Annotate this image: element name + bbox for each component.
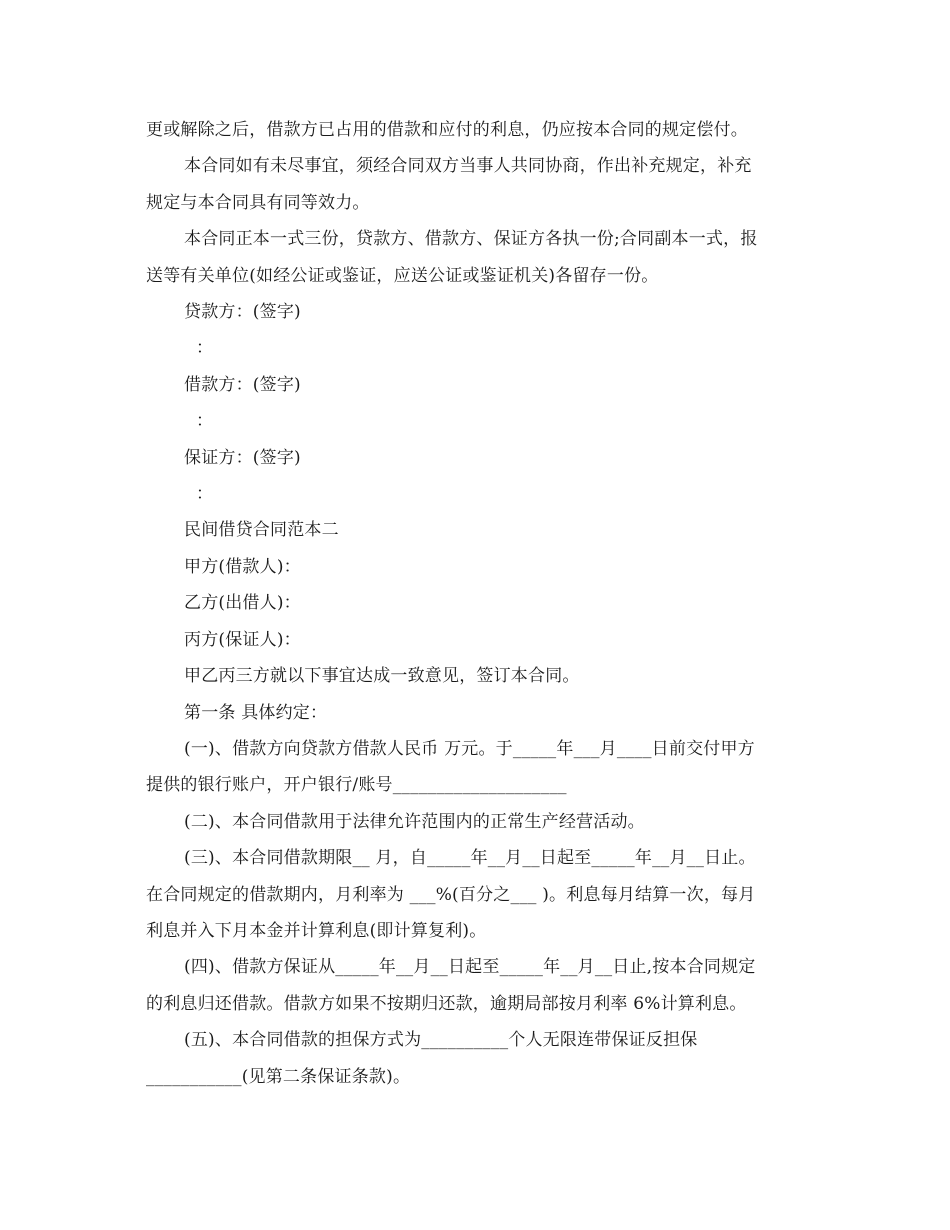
text-line: (一)、借款方向贷款方借款人民币 万元。于_____年___月____日前交付甲方 [184,738,755,759]
text-line: (三)、本合同借款期限__ 月，自_____年__月__日起至_____年__月__日止。 [184,848,756,869]
text-line: 贷款方：(签字) [184,302,301,323]
text-line: 丙方(保证人)： [184,629,301,650]
text-line: 甲乙丙三方就以下事宜达成一致意见，签订本合同。 [184,666,580,687]
text-line: 在合同规定的借款期内，月利率为 ___%(百分之___ )。利息每月结算一次，每月 [146,884,756,905]
text-line: 保证方：(签字) [184,447,301,468]
text-line: ： [196,411,214,432]
text-line: 本合同如有未尽事宜，须经合同双方当事人共同协商，作出补充规定，补充 [184,156,752,177]
text-line: 更或解除之后，借款方已占用的借款和应付的利息，仍应按本合同的规定偿付。 [146,120,748,140]
text-line: ___________(见第二条保证条款)。 [146,1066,411,1087]
text-line: 民间借贷合同范本二 [184,520,339,541]
text-line: 乙方(出借人)： [184,593,301,614]
text-line: 提供的银行账户，开户银行/账号____________________ [146,775,567,796]
text-line: ： [196,338,214,359]
text-line: 的利息归还借款。借款方如果不按期归还款，逾期局部按月利率 6%计算利息。 [146,993,747,1014]
text-line: 规定与本合同具有同等效力。 [146,192,370,213]
document-body [146,112,806,1095]
text-line: 借款方：(签字) [184,374,301,395]
text-line: 利息并入下月本金并计算利息(即计算复利)。 [146,920,487,941]
text-line: (五)、本合同借款的担保方式为__________个人无限连带保证反担保 [184,1030,698,1051]
text-line: 送等有关单位(如经公证或鉴证，应送公证或鉴证机关)各留存一份。 [146,265,659,286]
text-line: ： [196,484,214,505]
text-line: 本合同正本一式三份，贷款方、借款方、保证方各执一份;合同副本一式，报 [184,229,758,250]
text-line: (二)、本合同借款用于法律允许范围内的正常生产经营活动。 [184,811,645,832]
text-line: 第一条 具体约定： [184,702,328,723]
text-line: (四)、借款方保证从_____年__月__日起至_____年__月__日止,按本合同规定 [184,957,756,978]
text-line: 甲方(借款人)： [184,556,301,577]
